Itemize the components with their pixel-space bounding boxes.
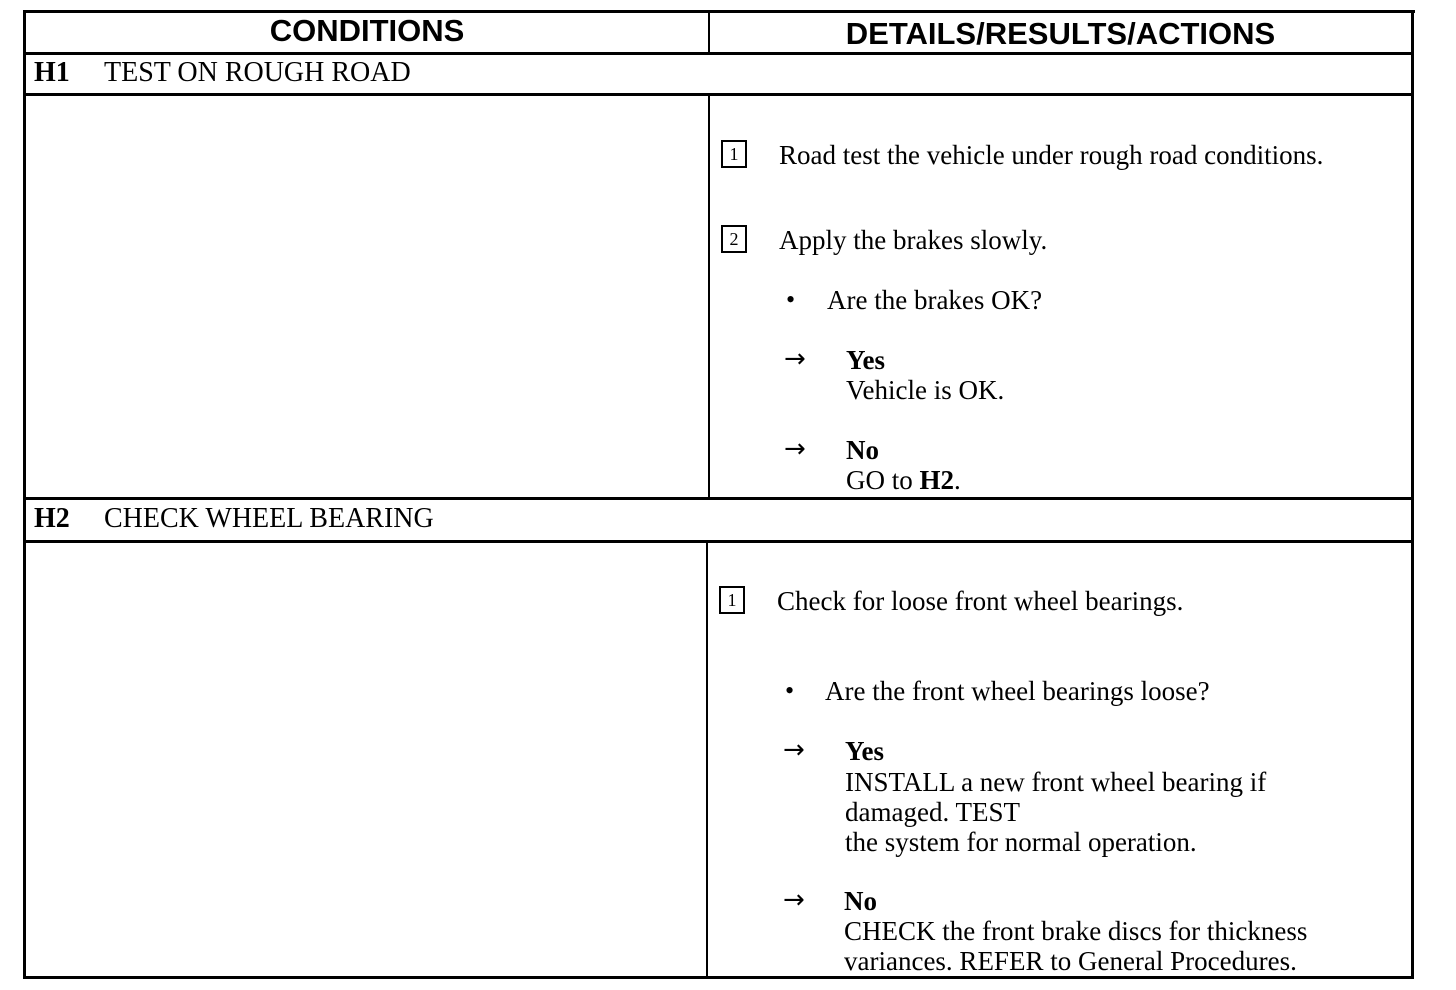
arrow-right-icon: → [783,885,805,915]
yes-label: Yes [846,345,885,375]
section-title-h2 [34,502,434,536]
h1-title-rule [23,93,1414,96]
column-divider-h2 [706,541,708,978]
yes-result-line: the system for normal operation. [845,827,1197,857]
section-title-h1 [34,56,411,90]
arrow-right-icon: → [784,434,806,464]
table-border-left [23,10,26,979]
section-title-text: CHECK WHEEL BEARING [104,503,434,534]
yes-result-line: INSTALL a new front wheel bearing if [845,767,1267,797]
no-label: No [844,886,877,916]
yes-result-text: Vehicle is OK. [846,375,1005,405]
step-number-box: 1 [721,140,747,168]
no-result-suffix: . [954,465,961,495]
arrow-right-icon: → [784,344,806,374]
no-result-text [846,465,961,495]
yes-result-line: damaged. TEST [845,797,1020,827]
header-rule [23,52,1414,55]
no-result-line: CHECK the front brake discs for thickness [844,916,1308,946]
step-number-box: 1 [719,586,745,614]
h1-bottom-rule [23,497,1414,500]
bullet-icon: • [785,676,795,705]
bullet-icon: • [786,285,796,314]
question-text: Are the front wheel bearings loose? [825,676,1210,706]
no-result-line: variances. REFER to General Procedures. [844,946,1297,976]
no-label: No [846,435,879,465]
yes-label: Yes [845,736,884,766]
question-text: Are the brakes OK? [827,285,1043,315]
section-code: H1 [34,57,70,88]
step-text: Road test the vehicle under rough road conditions. [779,140,1324,170]
arrow-right-icon: → [783,735,805,765]
section-title-text: TEST ON ROUGH ROAD [104,57,411,88]
section-code: H2 [34,503,70,534]
table-border-right [1411,10,1414,979]
conditions-header: CONDITIONS [269,13,465,48]
table-border-bottom [23,976,1414,979]
column-divider-h1 [708,94,710,499]
no-result-prefix: GO to [846,465,920,495]
step-number-box: 2 [721,225,747,253]
step-text: Check for loose front wheel bearings. [777,586,1184,616]
details-header: DETAILS/RESULTS/ACTIONS [845,16,1276,51]
h2-title-rule [23,540,1414,543]
no-result-ref: H2 [919,465,955,495]
step-text: Apply the brakes slowly. [779,225,1048,255]
